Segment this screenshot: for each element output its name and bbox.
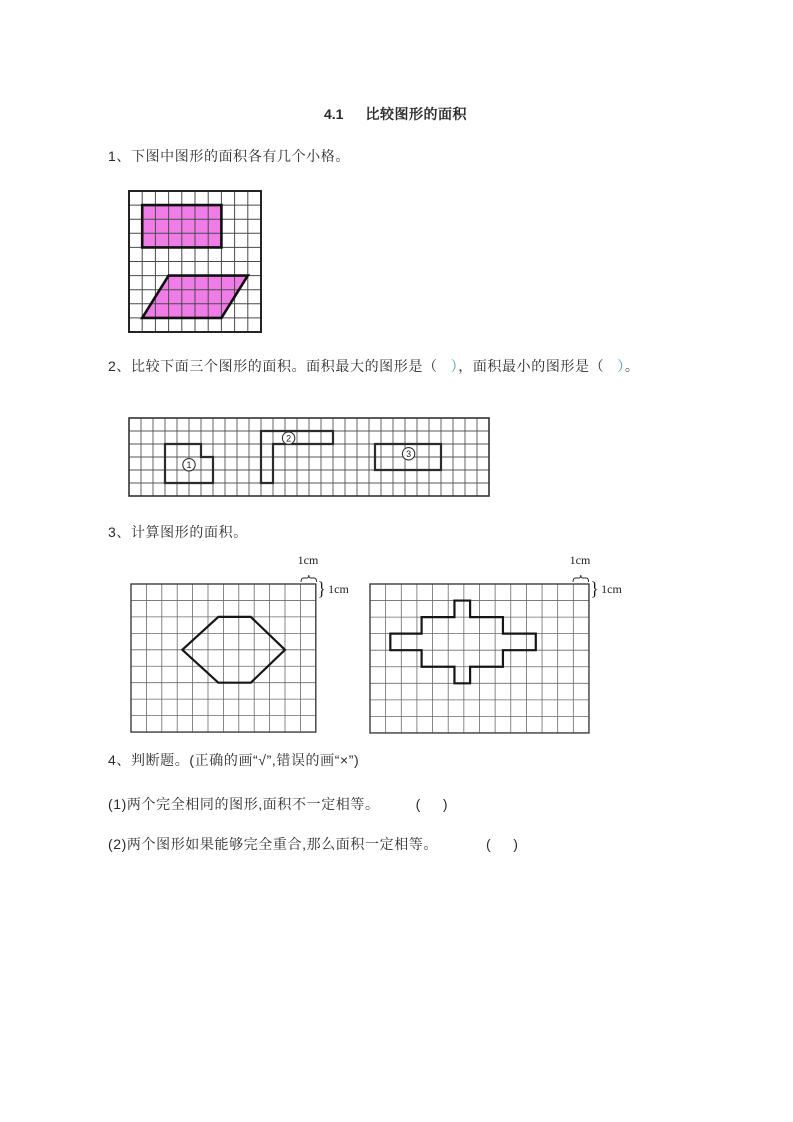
question-4-item-2 [108, 834, 519, 854]
q2-paren-close-2: ） [617, 358, 625, 374]
q2-paren-close-1: ） [450, 358, 459, 374]
question-2-text [108, 356, 639, 376]
q4-item2-paren-open: ( [486, 836, 492, 852]
q2-paren-open-1: （ [423, 358, 438, 374]
q4-item1-text: (1)两个完全相同的图形,面积不一定相等。 [108, 796, 380, 812]
q3-grid-left-figure [128, 581, 319, 735]
q1-grid-figure [126, 188, 264, 335]
right-grid-1cm-top-label: 1cm [569, 553, 591, 567]
question-4-item-1 [108, 794, 448, 814]
question-1-text: 1、下图中图形的面积各有几个小格。 [108, 148, 350, 164]
right-grid-side-brace: } [590, 579, 599, 600]
q4-item1-paren-close: ) [442, 796, 449, 812]
svg-text:2: 2 [286, 433, 292, 444]
q4-item2-answer-parens [486, 836, 519, 852]
q3-grid-right-figure [367, 581, 592, 736]
q2-end: 。 [624, 358, 640, 374]
q4-item2-text: (2)两个图形如果能够完全重合,那么面积一定相等。 [108, 836, 438, 852]
title-section-number: 4.1 [324, 106, 344, 122]
q2-paren-open-2: （ [589, 358, 605, 374]
left-grid-1cm-side-label [317, 581, 349, 598]
title-text: 比较图形的面积 [365, 106, 467, 122]
question-3-text: 3、计算图形的面积。 [108, 524, 248, 540]
right-grid-1cm-side-label [590, 581, 622, 598]
q2-grid-figure [126, 415, 492, 499]
left-grid-1cm-top-label: 1cm [297, 553, 319, 567]
svg-text:1: 1 [186, 460, 192, 470]
right-grid-1cm-side-text: 1cm [601, 582, 622, 596]
svg-text:3: 3 [406, 448, 412, 459]
q4-item1-answer-parens [416, 796, 449, 812]
q4-item2-paren-close: ) [513, 836, 519, 852]
left-grid-side-brace: } [317, 579, 326, 600]
question-4-header: 4、判断题。(正确的画“√”,错误的画“×”) [108, 752, 360, 768]
left-grid-1cm-side-text: 1cm [328, 582, 349, 596]
q2-part1: 2、比较下面三个图形的面积。面积最大的图形是 [108, 358, 423, 374]
q4-item1-paren-open: ( [415, 796, 421, 812]
q2-part2: ，面积最小的图形是 [458, 358, 590, 374]
page-title [324, 104, 467, 124]
